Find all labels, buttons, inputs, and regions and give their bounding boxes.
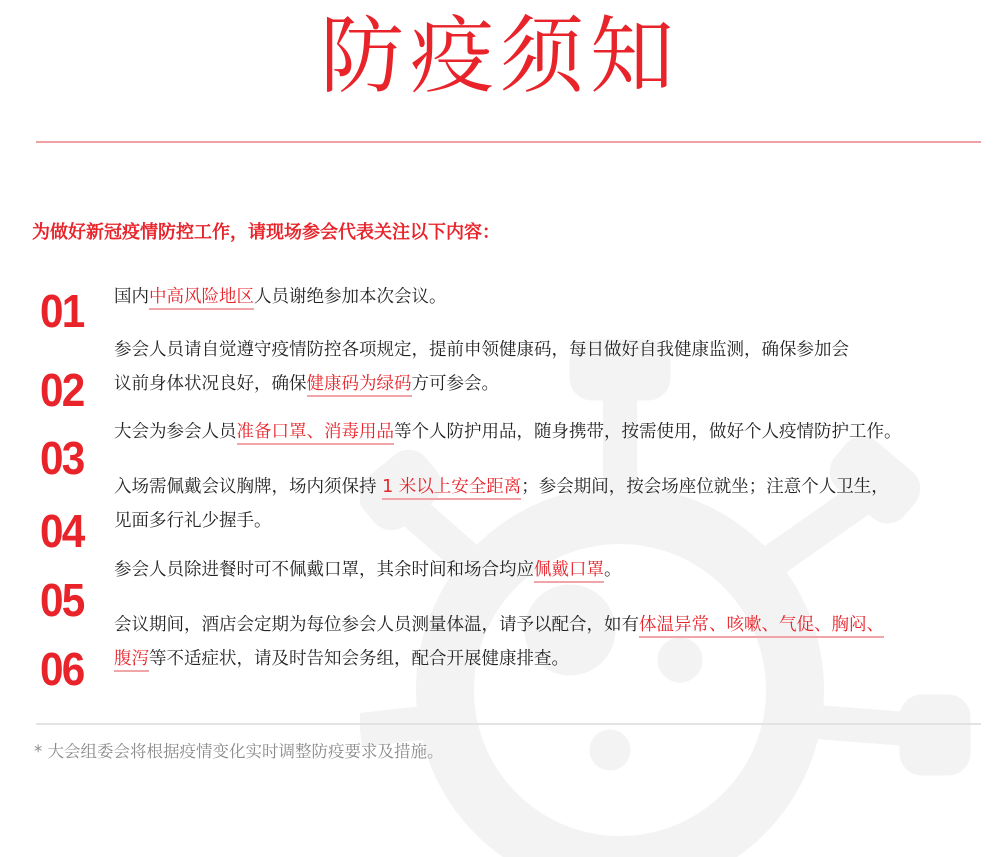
highlight-seg: 腹泻	[114, 649, 149, 672]
text-seg: ；参会期间，按会场座位就坐；注意个人卫生，	[521, 477, 889, 497]
top-divider	[36, 141, 981, 143]
text-seg: 见面多行礼少握手。	[114, 511, 272, 531]
bottom-divider	[36, 723, 981, 725]
text-seg: 参会人员请自觉遵守疫情防控各项规定，提前申领健康码，每日做好自我健康监测，确保参加会	[114, 340, 849, 360]
footnote: * 大会组委会将根据疫情变化实时调整防疫要求及措施。	[34, 742, 444, 761]
text-line	[114, 280, 989, 314]
item-text	[114, 470, 989, 538]
virus-watermark	[360, 330, 1000, 857]
page-title: 防疫须知	[319, 7, 680, 105]
text-seg: 会议期间，酒店会定期为每位参会人员测量体温，请予以配合，如有	[114, 615, 639, 635]
text-seg: 参会人员除进餐时可不佩戴口罩，其余时间和场合均应	[114, 560, 534, 580]
text-seg: 方可参会。	[411, 374, 499, 394]
text-line	[114, 608, 989, 642]
item-text	[114, 280, 989, 314]
text-line	[114, 642, 989, 676]
item-number: 01	[40, 285, 84, 337]
item-text	[114, 415, 989, 449]
text-line	[114, 504, 989, 538]
item-number: 04	[40, 505, 84, 557]
highlight-seg: 佩戴口罩	[534, 560, 604, 583]
item-number: 05	[40, 574, 84, 626]
text-seg: 国内	[114, 287, 149, 307]
intro-text: 为做好新冠疫情防控工作，请现场参会代表关注以下内容：	[32, 222, 500, 243]
text-line	[114, 470, 989, 504]
item-text	[114, 553, 989, 587]
item-number: 03	[40, 432, 84, 484]
text-line	[114, 553, 989, 587]
item-number: 02	[40, 364, 84, 416]
item-number: 06	[40, 643, 84, 695]
text-seg: 议前身体状况良好，确保	[114, 374, 307, 394]
virus-icon	[360, 330, 1000, 857]
highlight-seg: 体温异常、咳嗽、气促、胸闷、	[639, 615, 884, 638]
item-text	[114, 333, 989, 401]
text-seg: 等个人防护用品，随身携带，按需使用，做好个人疫情防护工作。	[394, 422, 902, 442]
text-line	[114, 367, 989, 401]
text-seg: 大会为参会人员	[114, 422, 237, 442]
item-text	[114, 608, 989, 676]
highlight-seg: 准备口罩、消毒用品	[237, 422, 395, 445]
text-seg: 等不适症状，请及时告知会务组，配合开展健康排查。	[149, 649, 569, 669]
text-seg: 。	[604, 560, 622, 580]
highlight-seg: 中高风险地区	[149, 287, 254, 310]
text-line	[114, 333, 989, 367]
text-seg: 人员谢绝参加本次会议。	[254, 287, 447, 307]
text-seg: 入场需佩戴会议胸牌，场内须保持	[114, 477, 383, 497]
highlight-seg: 健康码为绿码	[307, 374, 412, 397]
highlight-seg: 1 米以上安全距离	[382, 477, 521, 500]
text-line	[114, 415, 989, 449]
